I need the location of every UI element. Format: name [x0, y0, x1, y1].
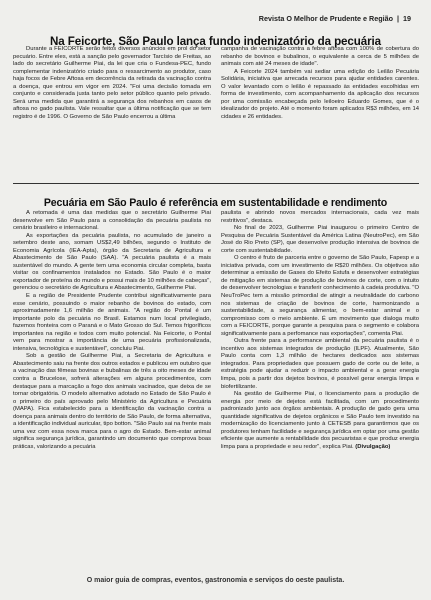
article1-paragraph: A Feicorte 2024 também vai sediar uma edição do Leilão Pecuária Solidária, iniciativa que arrecada recursos para ajudar entidades carentes. O valor levantado com o leilão é repassado às entidades escolhidas em forma de investimento, com acompanhamento da aplicação dos recursos por uma comissão encabeçada pelo leiloeiro Eduardo Gomes, que é o idealizador do projeto. Até o momento foram aplicados R$3 milhões, em 14 cidades e 26 entidades.	[221, 68, 419, 120]
article2-last-paragraph-text: Na gestão de Guilherme Piai, o licenciamento para a produção de energia por meio de dejetos está facilitada, com um procedimento padronizado junto aos órgãos ambientais. A produção de gado gera uma quantidade significativa de dejetos orgânicos e São Paulo tem investido na modernização do licenciamento junto à CETESB para garantirmos que os produtores tenham facilidade e segurança jurídica em optar por uma gestão eficiente que aumente a rentabilidade dos pecuaristas e que produz energia limpa para a propriedade e seu redor", explica Piai.	[221, 391, 419, 450]
article1-headline: Na Feicorte, São Paulo lança fundo indenizatório da pecuária	[50, 34, 381, 48]
photo-credit: (Divulgação)	[355, 443, 391, 450]
running-head	[259, 14, 411, 23]
article2-paragraph: No final de 2023, Guilherme Piai inaugurou o primeiro Centro de Pesquisa de Pecuária Sustentável da América Latina (NeutroPec), em São José do Rio Preto (SP), que desenvolve produção intensiva de bovinos de corte com sustentabilidade.	[221, 225, 419, 254]
article2-paragraph: paulista e abrindo novos mercados internacionais, cada vez mais restritivos", destaca.	[221, 210, 419, 224]
article1-body	[13, 46, 419, 121]
article2-column-1	[13, 210, 211, 452]
article2-headline: Pecuária em São Paulo é referência em sustentabilidade e rendimento	[43, 196, 388, 209]
article2-column-2	[221, 210, 419, 452]
article1-paragraph: campanha de vacinação contra a febre aftosa com 100% de cobertura do rebanho de bovinos e bubalinos, o equivalente a cerca de 5 milhões de animais com até 24 meses de idade".	[221, 46, 419, 68]
article1-paragraph: Durante a FEICORTE serão feitos diversos anúncios em prol do setor pecuário. Entre eles, está a sanção pelo governador Tarcísio de Freitas, ao lado do secretário Guilherme Piai, da lei que cria o Fundesa-PEC, fundo complementar indenizatório criado para o ressarcimento ao produtor, caso haja focos de Febre Aftosa em decorrência da retirada da vacinação contra a doença, que entrou em vigor em 2024. "Foi uma decisão tomada em conjunto e considerada justa tanto pelo setor público quanto pelo privado. Será uma medida que garantirá a segurança dos rebanhos em casos de aftosa no gado paulista. Vale ressaltar que a última notificação que se tem registro é de 1996. O Governo de São Paulo encerrou a última	[13, 46, 211, 120]
article1-column-2	[221, 46, 419, 121]
article2-body	[13, 210, 419, 452]
article2-paragraph: Sob a gestão de Guilherme Piai, a Secretaria de Agricultura e Abastecimento saiu na frente dos outros estados e publicou em outubro que a vacinação das fêmeas bovinas e bubalinas de três a oito meses de idade contra a Brucelose, sofrerá alterações em alguns procedimentos, com destaque para a marcação a fogo dos animais vacinados, que deixa de se tornar obrigatória. O modelo alternativo adotado no Estado de São Paulo é o primeiro do país aprovado pelo Ministério da Agricultura e Pecuária (MAPA). Fica estabelecido para a identificação da vacinação contra a doença para animais dentro do território de São Paulo, de forma alternativa, a identificação individual auricular, tipo botton. "São Paulo sai na frente mais uma vez com essa nova marca para o agro do Estado. Bem-estar animal significa segurança jurídica, garantindo um documento que comprova boas práticas, valorizando a pecuária	[13, 353, 211, 450]
article2-paragraph: A retomada é uma das medidas que o secretário Guilherme Piai desenvolve em São Paulo para a consolidação da pecuária paulista no cenário brasileiro e internacional.	[13, 210, 211, 232]
article2-paragraph: O centro é fruto de parceria entre o governo de São Paulo, Fapesp e a iniciativa privada, com um investimento de R$20 milhões. Os objetivos são determinar a emissão de Gases do Efeito Estufa e desenvolver estratégias de mitigação em sistemas de produção de bovinos de corte, com o intuito de desenvolver tecnologias e transferir conhecimento à cadeia produtiva. "O NeuTroPec tem a missão primordial de atingir a neutralidade do carbono nos sistemas de criação de bovinos de corte, harmonizando a sustentabilidade, a segurança alimentar, o bem-estar animal e o compromisso com o meio ambiente. É um movimento que dialoga muito com a FEICORTE, porque garante a pesquisa para o segmento e colabora significativamente para a perfomance nas exportações", comenta Piai.	[221, 255, 419, 337]
article2-paragraph	[221, 391, 419, 451]
footer-tagline: O maior guia de compras, eventos, gastronomia e serviços do oeste paulista.	[86, 577, 345, 584]
page-number: 19	[403, 14, 411, 23]
article2-paragraph: E a região de Presidente Prudente contribui significativamente para esse cenário, possuindo o maior rebanho de bovinos do estado, com aproximadamente 1,6 milhão de animais. "A região do Pontal é um importante polo da pecuária no Brasil. Estamos num local privilegiado, fazemos fronteira com o Paraná e o Mato Grosso do Sul. Temos frigoríficos importantes na região e todos com muito potencial. Na Feicorte, o Pontal vem para mostrar a importância de uma pecuária profissionalizada, intensiva, tecnológica e sustentável", concluiu Piai.	[13, 293, 211, 352]
article2-paragraph: As exportações da pecuária paulista, no acumulado de janeiro a setembro deste ano, somam US$2,49 bilhões, segundo o Instituto de Economia Agrícola (IEA-Apta), órgão da Secretaria de Agricultura e Abastecimento de São Paulo (SAA). "A pecuária paulista é a mais sustentável do mundo. A gente tem uma economia circular completa, basta visitar os confinamentos instalados no Estado. São Paulo é o maior exportador de proteína do mundo e possui mais de 10 milhões de cabeças", gerenciou o secretário de Agricultura e Abastecimento, Guilherme Piai.	[13, 232, 211, 292]
section-divider	[13, 183, 419, 184]
header-separator: |	[396, 14, 399, 23]
article1-column-1	[13, 46, 211, 121]
article2-paragraph: Outra frente para a performance ambiental da pecuária paulista é o incentivo aos sistemas integrados de produção (ILPF). Atualmente, São Paulo conta com 1,3 milhão de hectares dedicados aos sistemas integrados. Para propriedades que possuem gado de corte ou de leite, a estratégia pode ajudar a reduzir o impacto ambiental e a gerar energia limpa, pois a partir dos dejetos bovinos, é possível gerar energia limpa e biofertilizante.	[221, 338, 419, 390]
publication-name: Revista O Melhor de Prudente e Região	[258, 14, 393, 23]
